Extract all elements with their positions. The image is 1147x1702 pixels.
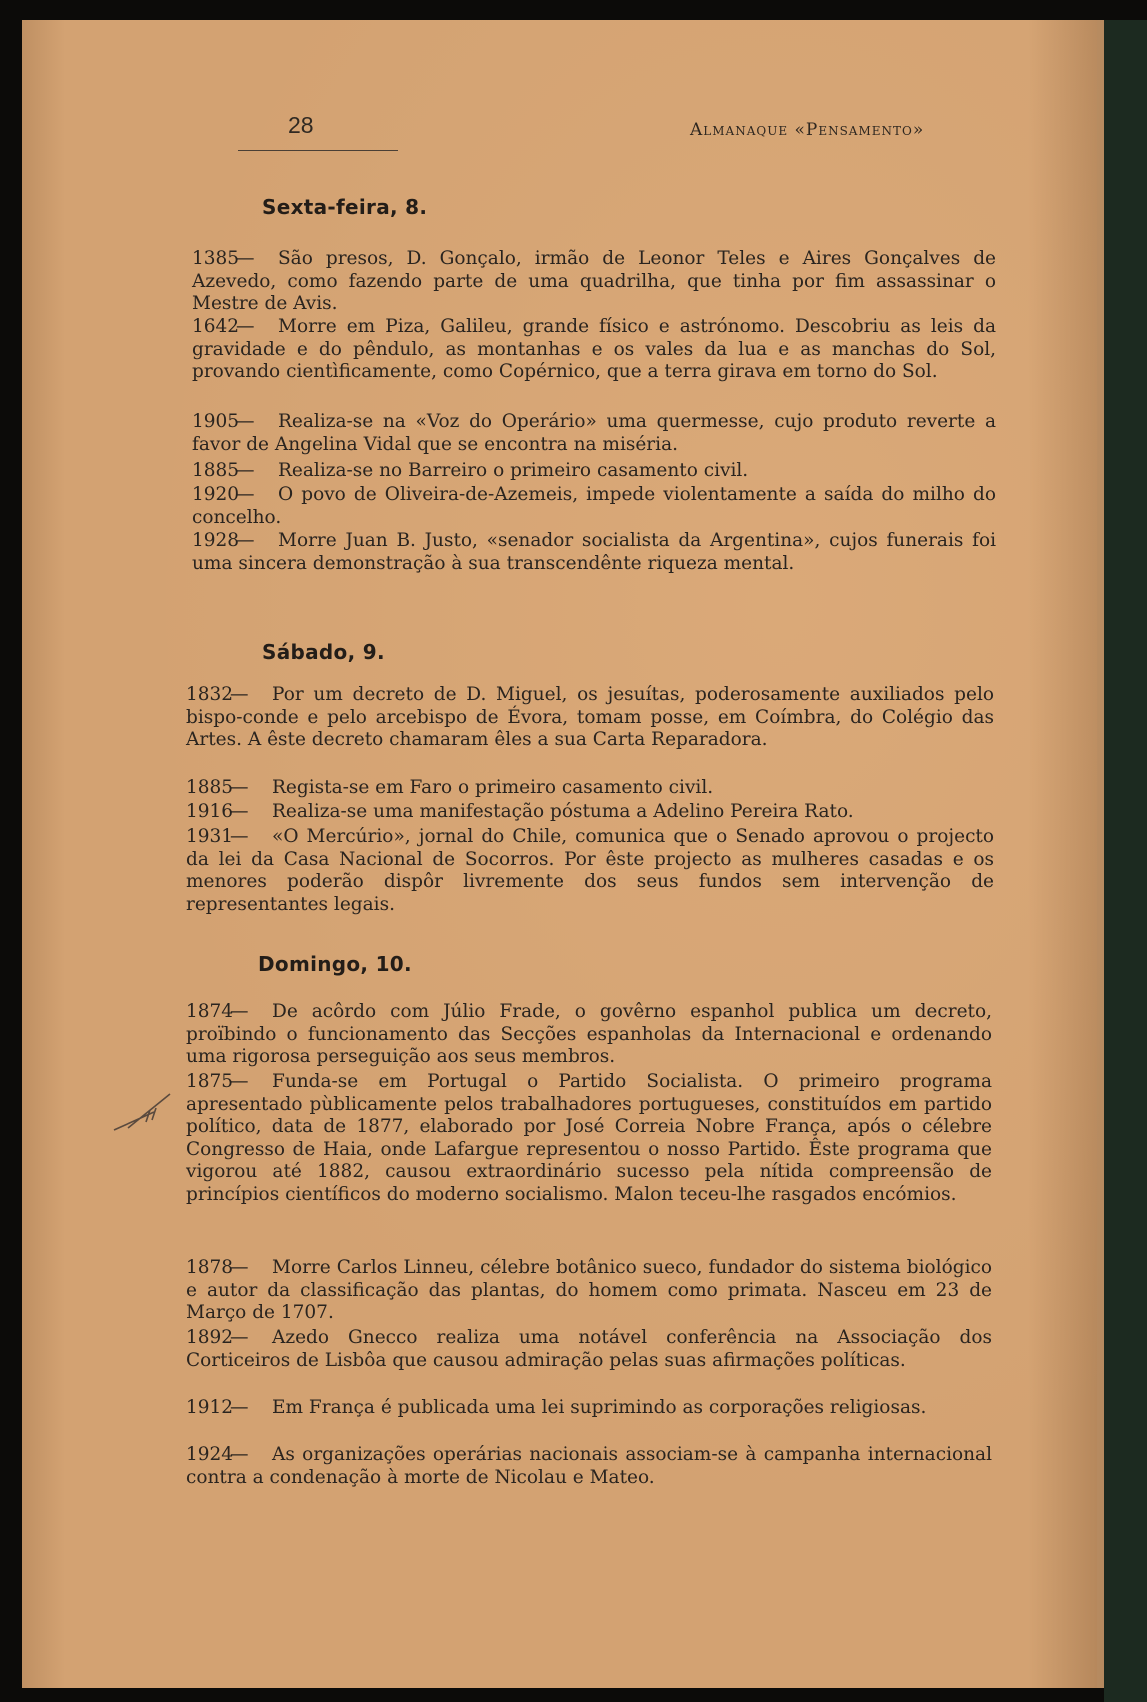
entry-text: Em França é publicada uma lei suprimindo as corporações religiosas. [272,1397,927,1418]
entry-text: Morre Juan B. Justo, «senador socialista da Argentina», cujos funerais foi uma sincera demonstração à sua transcendênte riqueza mental. [192,530,996,574]
page-header [0,112,1147,152]
entry-text: Realiza-se no Barreiro o primeiro casamento civil. [278,460,749,481]
entry-text: «O Mercúrio», jornal do Chile, comunica que o Senado aprovou o projecto da lei da Casa Nacional de Socorros. Por êste projecto as mulheres casadas e os menores poderão dispôr livremente dos seus fundos sem intervenção de representantes legais. [186,826,994,915]
entry-year: 1878 [186,1257,234,1278]
entry-year: 1642 [192,316,240,337]
section-title-friday: Sexta-feira, 8. [262,195,428,219]
entry-year: 1931 [186,826,234,847]
entry-text: Morre em Piza, Galileu, grande físico e astrónomo. Descobriu as leis da gravidade e do pêndulo, as montanhas e os vales da lua e as manchas do Sol, provando cientìficamente, como Copérnico, que a terra girava em torno do Sol. [192,316,996,383]
entry-dash: — [236,484,255,505]
entry-dash: — [230,801,249,822]
entry-dash: — [236,316,255,337]
entry-text: Por um decreto de D. Miguel, os jesuítas, poderosamente auxiliados pelo bispo-conde e pelo arcebispo de Évora, tomam posse, em Coímbra, do Colégio das Artes. A êste decreto chamaram êles a sua Carta Reparadora. [186,684,994,751]
entry-year: 1385 [192,248,240,269]
section-title-sunday: Domingo, 10. [258,952,412,976]
entry-year: 1892 [186,1327,234,1348]
entry-year: 1924 [186,1444,234,1465]
entry-year: 1920 [192,484,240,505]
pencil-annotation [110,1090,180,1136]
entry-dash: — [236,248,255,269]
entry-text: As organizações operárias nacionais associam-se à campanha internacional contra a condenação à morte de Nicolau e Mateo. [186,1444,992,1488]
entry-year: 1912 [186,1397,234,1418]
entry-dash: — [230,1071,249,1092]
entry-dash: — [236,530,255,551]
entry-year: 1875 [186,1071,234,1092]
page-number: 28 [288,112,314,138]
header-rule [238,150,398,151]
entry-dash: — [230,1444,249,1465]
book-cover-edge [1104,20,1147,1702]
entry-text: O povo de Oliveira-de-Azemeis, impede violentamente a saída do milho do concelho. [192,484,996,528]
entry-text: Morre Carlos Linneu, célebre botânico sueco, fundador do sistema biológico e autor da classificação das plantas, do homem como primata. Nasceu em 23 de Março de 1707. [186,1257,992,1324]
entry-dash: — [230,1397,249,1418]
entry-year: 1916 [186,801,234,822]
entry-year: 1885 [186,777,234,798]
running-head: Almanaque «Pensamento» [690,120,925,140]
entry-text: Azedo Gnecco realiza uma notável conferência na Associação dos Corticeiros de Lisbôa que causou admiração pelas suas afirmações políticas. [186,1327,992,1371]
entry-dash: — [230,777,249,798]
section-title-saturday: Sábado, 9. [262,640,385,664]
entry-year: 1832 [186,684,234,705]
entry-dash: — [230,684,249,705]
entry-dash: — [236,411,255,432]
entry-text: Realiza-se na «Voz do Operário» uma quermesse, cujo produto reverte a favor de Angelina Vidal que se encontra na miséria. [192,411,996,455]
entry-year: 1928 [192,530,240,551]
entry-dash: — [230,1257,249,1278]
entry-text: Realiza-se uma manifestação póstuma a Adelino Pereira Rato. [272,801,854,822]
entry-dash: — [230,826,249,847]
entry-dash: — [230,1001,249,1022]
entry-text: São presos, D. Gonçalo, irmão de Leonor Teles e Aires Gonçalves de Azevedo, como fazendo parte de uma quadrilha, que tinha por fim assassinar o Mestre de Avis. [192,248,996,315]
entry-year: 1885 [192,460,240,481]
entry-dash: — [236,460,255,481]
entry-text: Regista-se em Faro o primeiro casamento civil. [272,777,714,798]
entry-text: Funda-se em Portugal o Partido Socialista. O primeiro programa apresentado pùblicamente pelos trabalhadores portugueses, constituídos em partido político, data de 1877, elaborado por José Correia Nobre França, após o célebre Congresso de Haia, onde Lafargue representou o nosso Partido. Êste programa que vigorou até 1882, causou extraordinário sucesso pela nítida compreensão de princípios científicos do moderno socialismo. Malon teceu-lhe rasgados encómios. [186,1071,992,1205]
entry-text: De acôrdo com Júlio Frade, o govêrno espanhol publica um decreto, proïbindo o funcionamento das Secções espanholas da Internacional e ordenando uma rigorosa perseguição aos seus membros. [186,1001,992,1068]
entry-year: 1905 [192,411,240,432]
entry-year: 1874 [186,1001,234,1022]
entry-dash: — [230,1327,249,1348]
